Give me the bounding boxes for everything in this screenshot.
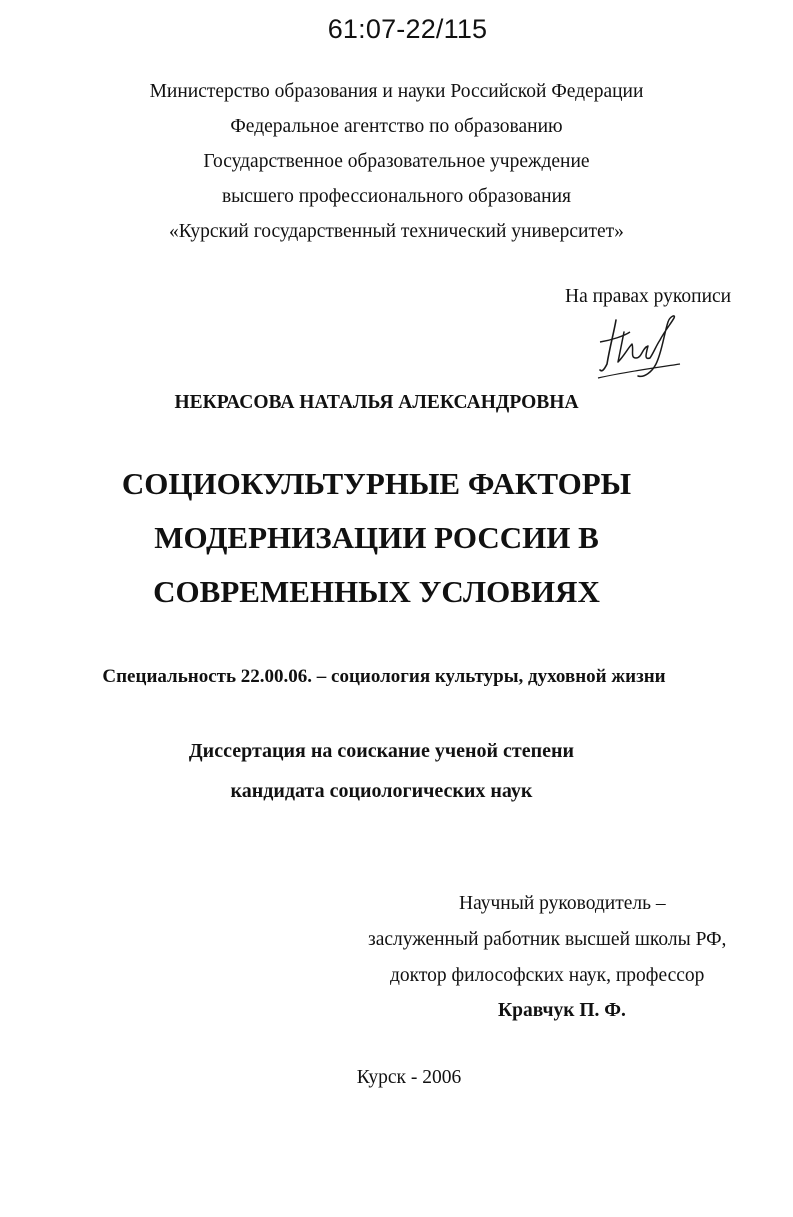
dissertation-line-1: Диссертация на соискание ученой степени (188, 740, 575, 762)
dissertation-line-2: кандидата социологических наук (230, 780, 533, 802)
title-line-3: СОВРЕМЕННЫХ УСЛОВИЯХ (153, 574, 600, 609)
supervisor-honor: заслуженный работник высшей школы РФ, (368, 929, 727, 950)
title-line-2: МОДЕРНИЗАЦИИ РОССИИ В (154, 520, 599, 555)
title-line-1: СОЦИОКУЛЬТУРНЫЕ ФАКТОРЫ (121, 466, 632, 501)
supervisor-role: Научный руководитель – (459, 893, 666, 914)
institution-line-state: Государственное образовательное учреждение (203, 151, 590, 172)
institution-line-agency: Федеральное агентство по образованию (230, 116, 563, 137)
institution-line-university: «Курский государственный технический университет» (169, 221, 624, 242)
author-name: НЕКРАСОВА НАТАЛЬЯ АЛЕКСАНДРОВНА (174, 392, 579, 413)
supervisor-name: Кравчук П. Ф. (498, 1000, 626, 1021)
document-code: 61:07-22/115 (327, 14, 488, 44)
supervisor-degree: доктор философских наук, профессор (390, 965, 705, 986)
institution-line-higher: высшего профессионального образования (221, 186, 572, 207)
handwritten-signature (594, 312, 684, 382)
institution-line-ministry: Министерство образования и науки Российской Федерации (149, 81, 644, 102)
rights-note: На правах рукописи (565, 286, 732, 307)
specialty: Специальность 22.00.06. – социология культуры, духовной жизни (102, 666, 666, 687)
city-year: Курск - 2006 (356, 1067, 462, 1088)
